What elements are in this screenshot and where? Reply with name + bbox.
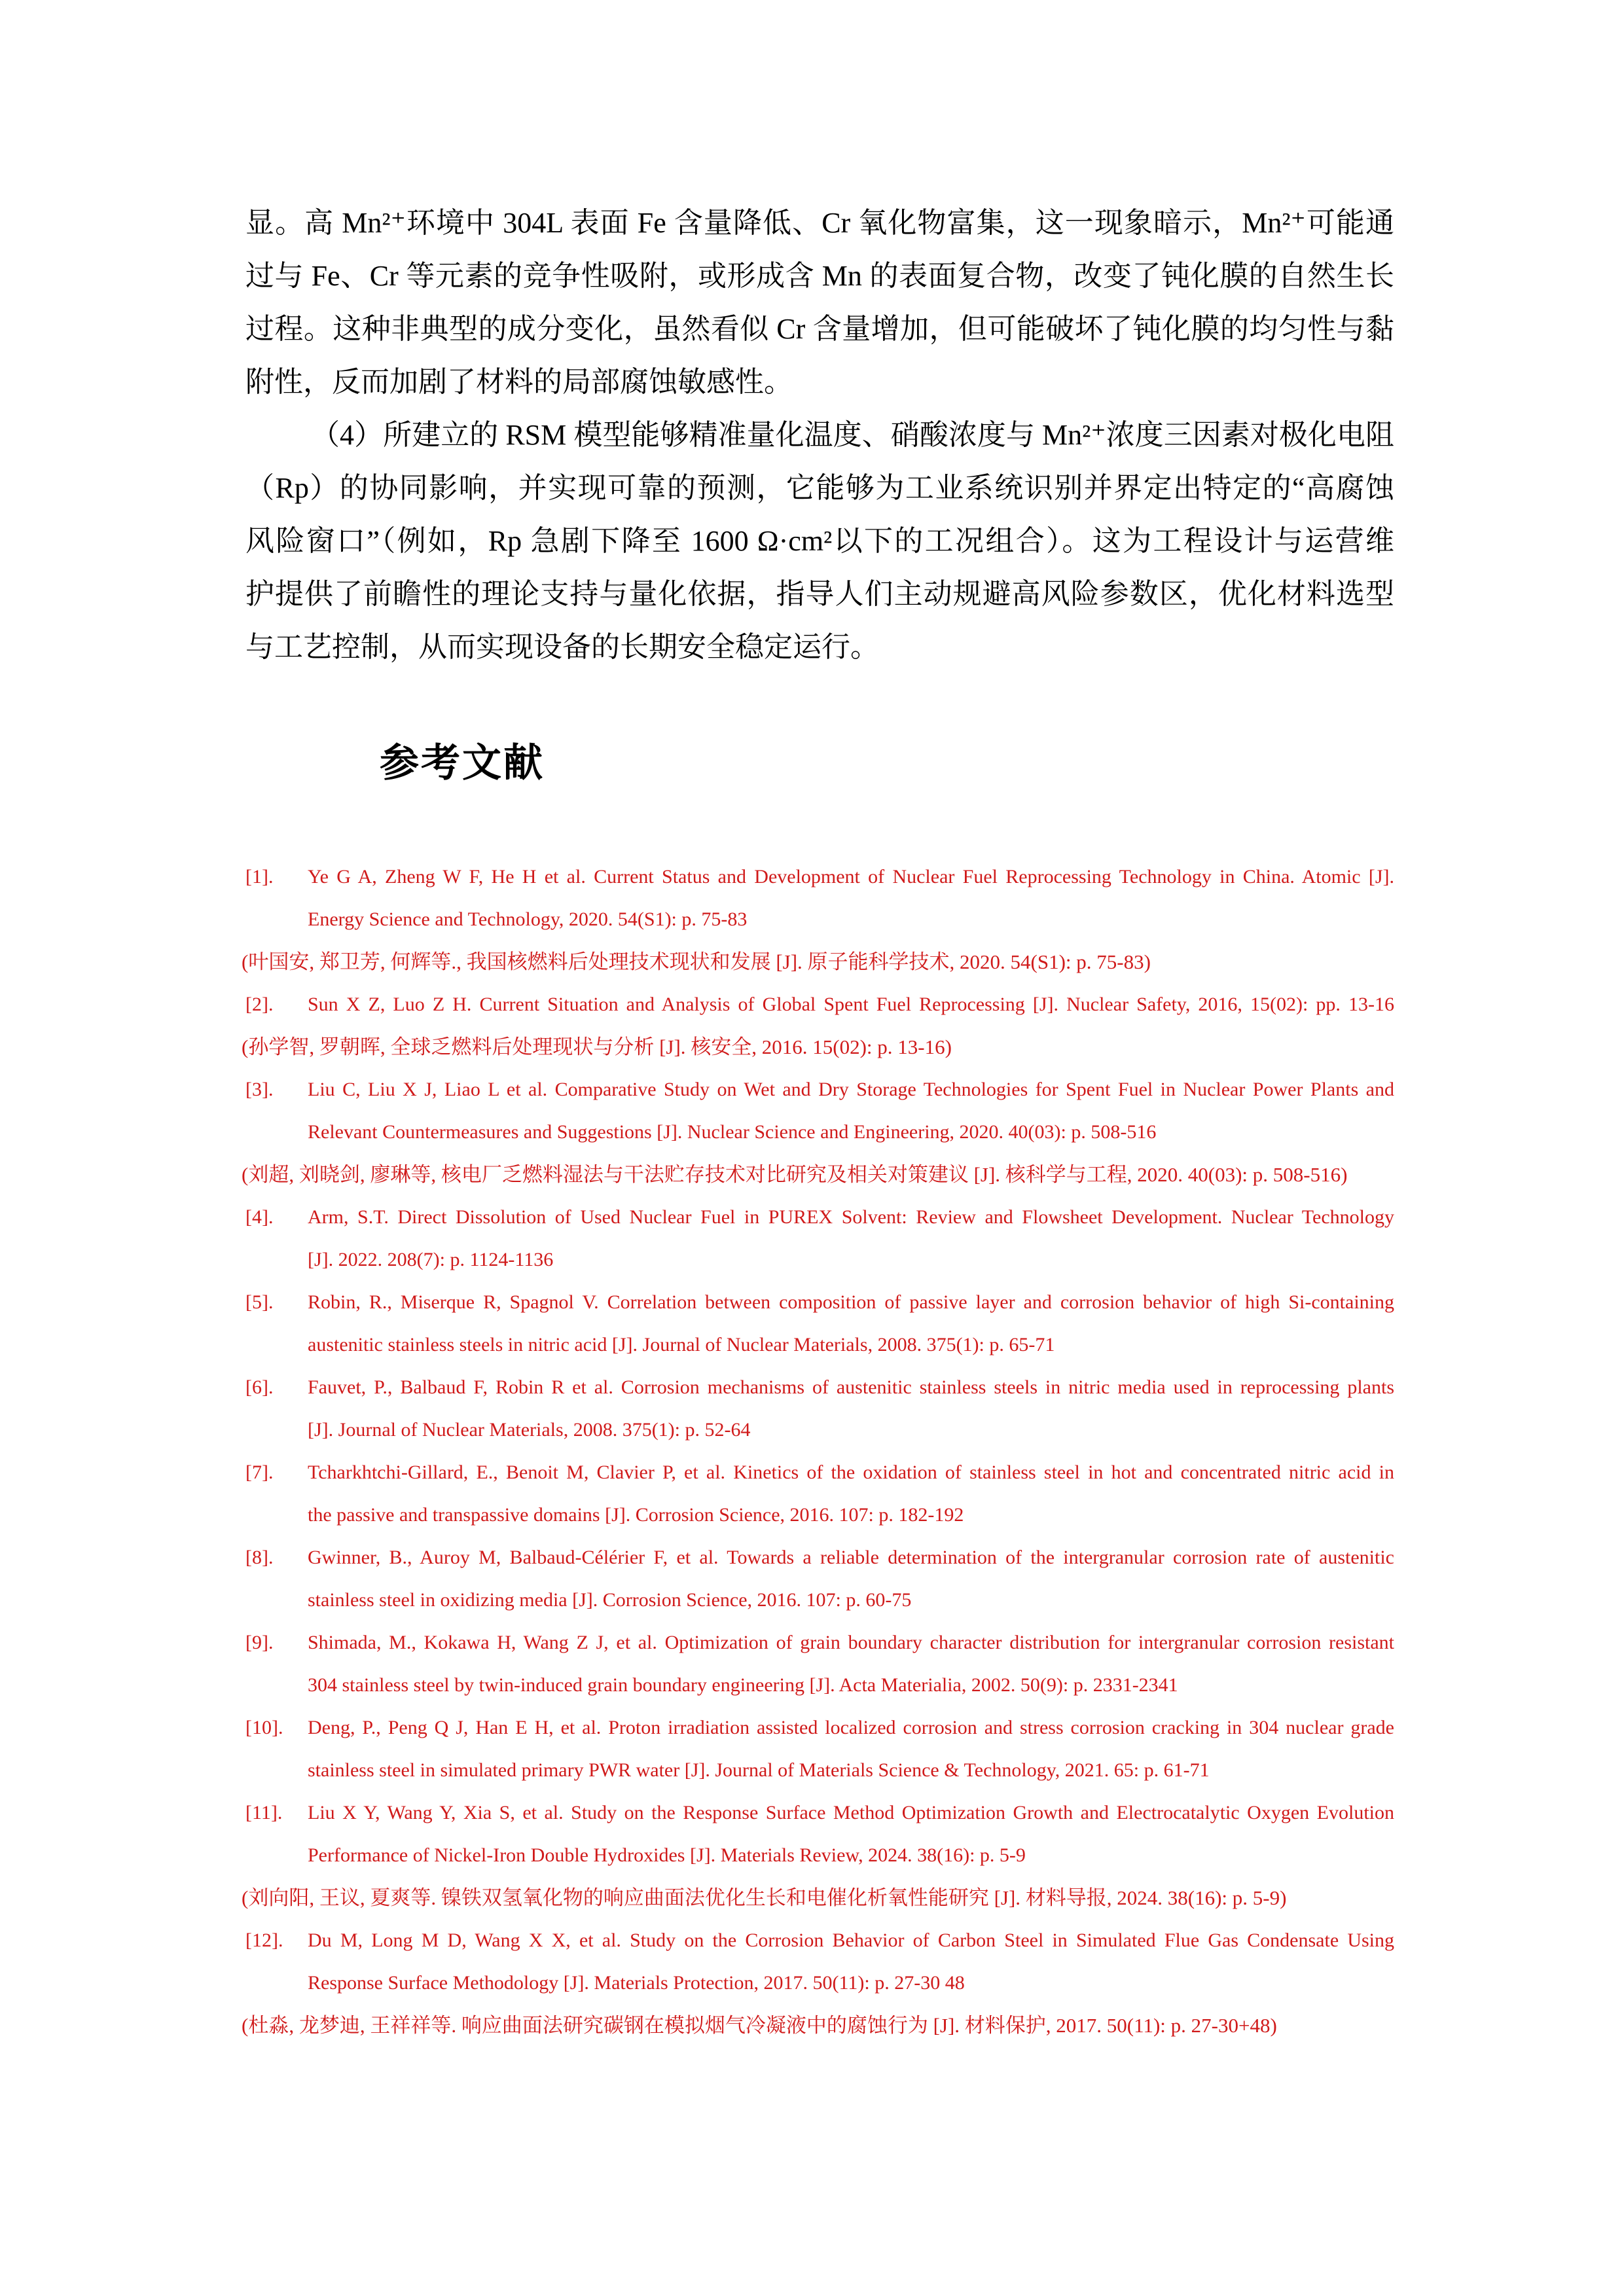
conclusion-section [245,196,1394,673]
reference-text: Deng, P., Peng Q J, Han E H, et al. Proton irradiation assisted localized corrosion and stress corrosion cracking in 304 nuclear grade [308,1717,1394,1738]
reference-number: [2]. [245,994,274,1015]
reference-text: Liu C, Liu X J, Liao L et al. Comparative Study on Wet and Dry Storage Technologies for Spent Fuel in Nuclear Power Plants and [308,1079,1394,1100]
body-text-line: 过与 Fe、Cr 等元素的竞争性吸附，或形成含 Mn 的表面复合物，改变了钝化膜的自然生长 [245,260,1394,292]
reference-line [245,1451,1394,1494]
reference-number: [10]. [245,1717,283,1738]
reference-number: [6]. [245,1376,274,1398]
reference-line [245,1706,1394,1749]
reference-line [245,1281,1394,1323]
reference-number: [3]. [245,1079,274,1100]
reference-text: Tcharkhtchi-Gillard, E., Benoit M, Clavier P, et al. Kinetics of the oxidation of stainless steel in hot and concentrated nitric acid in [308,1462,1394,1483]
reference-translation-line: (刘向阳, 王议, 夏爽等. 镍铁双氢氧化物的响应曲面法优化生长和电催化析氧性能研究 [J]. 材料导报, 2024. 38(16): p. 5-9) [242,1886,1287,1909]
reference-text: Fauvet, P., Balbaud F, Robin R et al. Corrosion mechanisms of austenitic stainless steels in nitric media used in reprocessing plants [308,1376,1394,1398]
body-text-line: （4）所建立的 RSM 模型能够精准量化温度、硝酸浓度与 Mn²⁺浓度三因素对极化电阻 [311,419,1394,451]
reference-line: Response Surface Methodology [J]. Materials Protection, 2017. 50(11): p. 27-30 48 [308,1972,965,1994]
reference-translation-line: (叶国安, 郑卫芳, 何辉等., 我国核燃料后处理技术现状和发展 [J]. 原子能科学技术, 2020. 54(S1): p. 75-83) [242,950,1151,973]
reference-translation-line: (刘超, 刘晓剑, 廖琳等, 核电厂乏燃料湿法与干法贮存技术对比研究及相关对策建议 [J]. 核科学与工程, 2020. 40(03): p. 508-516) [242,1163,1348,1186]
reference-line: Relevant Countermeasures and Suggestions [J]. Nuclear Science and Engineering, 2020. 40(03): p. 508-516 [308,1121,1157,1143]
body-text-line: 显。高 Mn²⁺环境中 304L 表面 Fe 含量降低、Cr 氧化物富集，这一现象暗示，Mn²⁺可能通 [245,207,1394,239]
reference-number: [12]. [245,1929,283,1951]
reference-line: the passive and transpassive domains [J]. Corrosion Science, 2016. 107: p. 182-192 [308,1504,964,1526]
body-text-line: （Rp）的协同影响，并实现可靠的预测，它能够为工业系统识别并界定出特定的“高腐蚀 [245,472,1394,504]
reference-line [245,1366,1394,1408]
references-section [242,855,1394,2047]
reference-number: [9]. [245,1632,274,1653]
reference-number: [8]. [245,1547,274,1568]
reference-number: [11]. [245,1802,283,1823]
body-text-line: 护提供了前瞻性的理论支持与量化依据，指导人们主动规避高风险参数区，优化材料选型 [245,578,1394,610]
reference-text: Du M, Long M D, Wang X X, et al. Study on the Corrosion Behavior of Carbon Steel in Simulated Flue Gas Condensate Using [308,1929,1394,1951]
body-text-line: 与工艺控制，从而实现设备的长期安全稳定运行。 [245,631,879,663]
reference-line: [J]. 2022. 208(7): p. 1124-1136 [308,1249,554,1270]
reference-line [245,1536,1394,1579]
reference-number: [5]. [245,1291,274,1313]
reference-line: Performance of Nickel-Iron Double Hydroxides [J]. Materials Review, 2024. 38(16): p. 5-9 [308,1844,1026,1866]
reference-line [245,983,1394,1026]
reference-line: Energy Science and Technology, 2020. 54(S1): p. 75-83 [308,908,748,930]
page-content [242,196,1394,2047]
reference-text: Gwinner, B., Auroy M, Balbaud-Célérier F, et al. Towards a reliable determination of the intergranular corrosion rate of austenitic [308,1547,1394,1568]
reference-line: [J]. Journal of Nuclear Materials, 2008. 375(1): p. 52-64 [308,1419,751,1441]
reference-text: Ye G A, Zheng W F, He H et al. Current Status and Development of Nuclear Fuel Reprocessing Technology in China. Atomic [J]. [308,866,1394,888]
body-text-line: 过程。这种非典型的成分变化，虽然看似 Cr 含量增加，但可能破坏了钝化膜的均匀性与黏 [245,313,1394,345]
reference-line [245,1919,1394,1962]
reference-line [245,1621,1394,1664]
reference-line [245,855,1394,898]
reference-text: Sun X Z, Luo Z H. Current Situation and Analysis of Global Spent Fuel Reprocessing [J]. Nuclear Safety, 2016, 15(02): pp. 13-16 [308,994,1394,1015]
reference-text: Robin, R., Miserque R, Spagnol V. Correlation between composition of passive layer and corrosion behavior of high Si-containing [308,1291,1394,1313]
reference-line [245,1791,1394,1834]
reference-number: [4]. [245,1206,274,1228]
reference-translation-line: (杜淼, 龙梦迪, 王祥祥等. 响应曲面法研究碳钢在模拟烟气冷凝液中的腐蚀行为 [J]. 材料保护, 2017. 50(11): p. 27-30+48) [242,2014,1277,2037]
reference-line: austenitic stainless steels in nitric acid [J]. Journal of Nuclear Materials, 2008. 375(1): p. 65-71 [308,1334,1055,1355]
reference-line: stainless steel in oxidizing media [J]. Corrosion Science, 2016. 107: p. 60-75 [308,1589,912,1611]
reference-text: Shimada, M., Kokawa H, Wang Z J, et al. Optimization of grain boundary character distribution for intergranular corrosion resistant [308,1632,1394,1653]
reference-line: stainless steel in simulated primary PWR water [J]. Journal of Materials Science & Technology, 2021. 65: p. 61-71 [308,1759,1210,1781]
reference-text: Arm, S.T. Direct Dissolution of Used Nuclear Fuel in PUREX Solvent: Review and Flowsheet Development. Nuclear Technology [308,1206,1394,1228]
references-heading: 参考文献 [380,741,545,785]
body-text-line: 风险窗口”（例如，Rp 急剧下降至 1600 Ω·cm²以下的工况组合）。这为工程设计与运营维 [245,525,1394,557]
reference-line [245,1196,1394,1238]
body-text-line: 附性，反而加剧了材料的局部腐蚀敏感性。 [245,366,793,398]
reference-line [245,1068,1394,1111]
reference-number: [7]. [245,1462,274,1483]
reference-number: [1]. [245,866,274,888]
reference-text: Liu X Y, Wang Y, Xia S, et al. Study on the Response Surface Method Optimization Growth and Electrocatalytic Oxygen Evolution [308,1802,1394,1823]
reference-translation-line: (孙学智, 罗朝晖, 全球乏燃料后处理现状与分析 [J]. 核安全, 2016. 15(02): p. 13-16) [242,1035,952,1058]
reference-line: 304 stainless steel by twin-induced grain boundary engineering [J]. Acta Materialia, 2002. 50(9): p. 2331-2341 [308,1674,1178,1696]
